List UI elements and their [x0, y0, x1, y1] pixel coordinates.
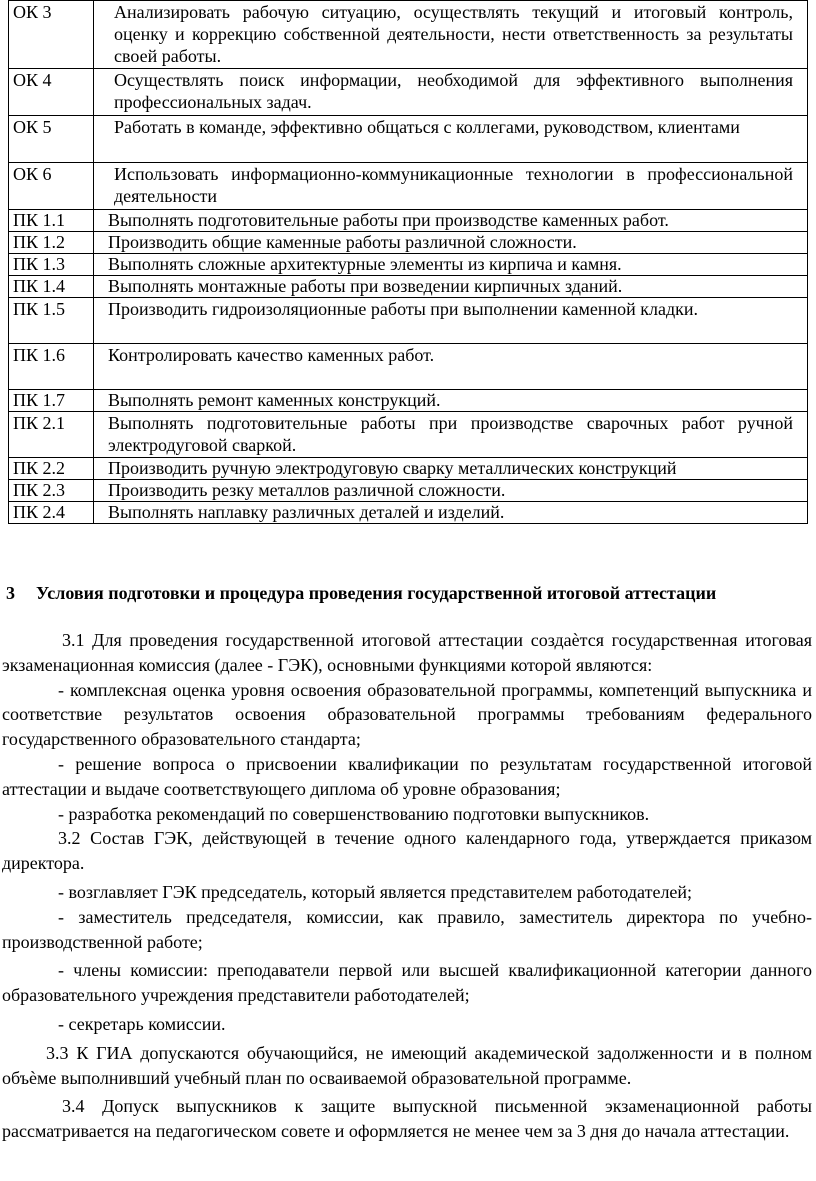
- list-item: - разработка рекомендаций по совершенствованию подготовки выпускников.: [58, 803, 650, 824]
- list-item: - комплексная оценка уровня освоения образовательной программы, компетенций выпускника и соответствие результатов освоения образовательной программы требованиям федерального государственного образовательного стандарта;: [2, 679, 812, 750]
- competency-code: ПК 2.1: [9, 412, 94, 458]
- list-item: - секретарь комиссии.: [58, 1013, 226, 1034]
- competency-code: ПК 1.2: [9, 232, 94, 254]
- table-row: [9, 502, 808, 524]
- competency-code: ПК 1.7: [9, 390, 94, 412]
- table-row: [9, 210, 808, 232]
- competency-code: ПК 1.5: [9, 298, 94, 344]
- table-row: [9, 344, 808, 390]
- section-body: [2, 628, 812, 1144]
- competency-text: Выполнять подготовительные работы при производстве каменных работ.: [94, 210, 808, 232]
- competency-text: Анализировать рабочую ситуацию, осуществлять текущий и итоговый контроль, оценку и коррекцию собственной деятельности, нести ответственность за результаты своей работы.: [94, 1, 808, 69]
- competency-code: ПК 1.1: [9, 210, 94, 232]
- paragraph-3-4: 3.4 Допуск выпускников к защите выпускной письменной экзаменационной работы рассматривается на педагогическом совете и оформляется не менее чем за 3 дня до начала аттестации.: [2, 1096, 812, 1142]
- competency-code: ПК 1.6: [9, 344, 94, 390]
- table-row: [9, 412, 808, 458]
- table-row: [9, 1, 808, 69]
- paragraph-3-3: 3.3 К ГИА допускаются обучающийся, не имеющий академической задолженности и в полном объѐме выполнивший учебный план по осваиваемой образовательной программе.: [2, 1042, 812, 1088]
- competency-text: Выполнять ремонт каменных конструкций.: [94, 390, 808, 412]
- section-heading: [6, 582, 812, 604]
- paragraph-3-1: 3.1 Для проведения государственной итоговой аттестации создаѐтся государственная итоговая экзаменационная комиссия (далее - ГЭК), основными функциями которой являются:: [2, 630, 812, 675]
- section-number: 3: [6, 583, 15, 603]
- table-row: [9, 276, 808, 298]
- table-row: [9, 298, 808, 344]
- competency-text: Выполнять сложные архитектурные элементы из кирпича и камня.: [94, 254, 808, 276]
- competency-text: Производить общие каменные работы различной сложности.: [94, 232, 808, 254]
- competency-text: Производить ручную электродуговую сварку металлических конструкций: [94, 458, 808, 480]
- competency-code: ОК 6: [9, 163, 94, 210]
- competency-code: ОК 4: [9, 69, 94, 116]
- competency-text: Выполнять наплавку различных деталей и изделий.: [94, 502, 808, 524]
- competency-text: Работать в команде, эффективно общаться с коллегами, руководством, клиентами: [94, 116, 808, 163]
- competency-code: ПК 1.4: [9, 276, 94, 298]
- competency-code: ПК 2.3: [9, 480, 94, 502]
- table-row: [9, 163, 808, 210]
- list-item: - заместитель председателя, комиссии, как правило, заместитель директора по учебно-производственной работе;: [2, 906, 812, 952]
- table-row: [9, 390, 808, 412]
- list-item: - решение вопроса о присвоении квалификации по результатам государственной итоговой аттестации и выдаче соответствующего диплома об уровне образования;: [2, 753, 812, 799]
- section-title: Условия подготовки и процедура проведения государственной итоговой аттестации: [36, 583, 717, 603]
- table-row: [9, 480, 808, 502]
- competency-code: ПК 1.3: [9, 254, 94, 276]
- table-row: [9, 458, 808, 480]
- table-row: [9, 254, 808, 276]
- competencies-table: [8, 0, 808, 524]
- competency-text: Производить гидроизоляционные работы при выполнении каменной кладки.: [94, 298, 808, 344]
- table-row: [9, 69, 808, 116]
- competency-text: Использовать информационно-коммуникационные технологии в профессиональной деятельности: [94, 163, 808, 210]
- competency-code: ОК 3: [9, 1, 94, 69]
- paragraph-3-2: 3.2 Состав ГЭК, действующей в течение одного календарного года, утверждается приказом директора.: [2, 828, 812, 874]
- table-row: [9, 116, 808, 163]
- list-item: - возглавляет ГЭК председатель, который является представителем работодателей;: [58, 881, 693, 902]
- competency-text: Выполнять монтажные работы при возведении кирпичных зданий.: [94, 276, 808, 298]
- competency-code: ОК 5: [9, 116, 94, 163]
- competency-text: Выполнять подготовительные работы при производстве сварочных работ ручной электродуговой сваркой.: [94, 412, 808, 458]
- competency-code: ПК 2.4: [9, 502, 94, 524]
- table-row: [9, 232, 808, 254]
- competency-code: ПК 2.2: [9, 458, 94, 480]
- competency-text: Производить резку металлов различной сложности.: [94, 480, 808, 502]
- competency-text: Осуществлять поиск информации, необходимой для эффективного выполнения профессиональных задач.: [94, 69, 808, 116]
- competency-text: Контролировать качество каменных работ.: [94, 344, 808, 390]
- list-item: - члены комиссии: преподаватели первой или высшей квалификационной категории данного образовательного учреждения представители работодателей;: [2, 960, 812, 1006]
